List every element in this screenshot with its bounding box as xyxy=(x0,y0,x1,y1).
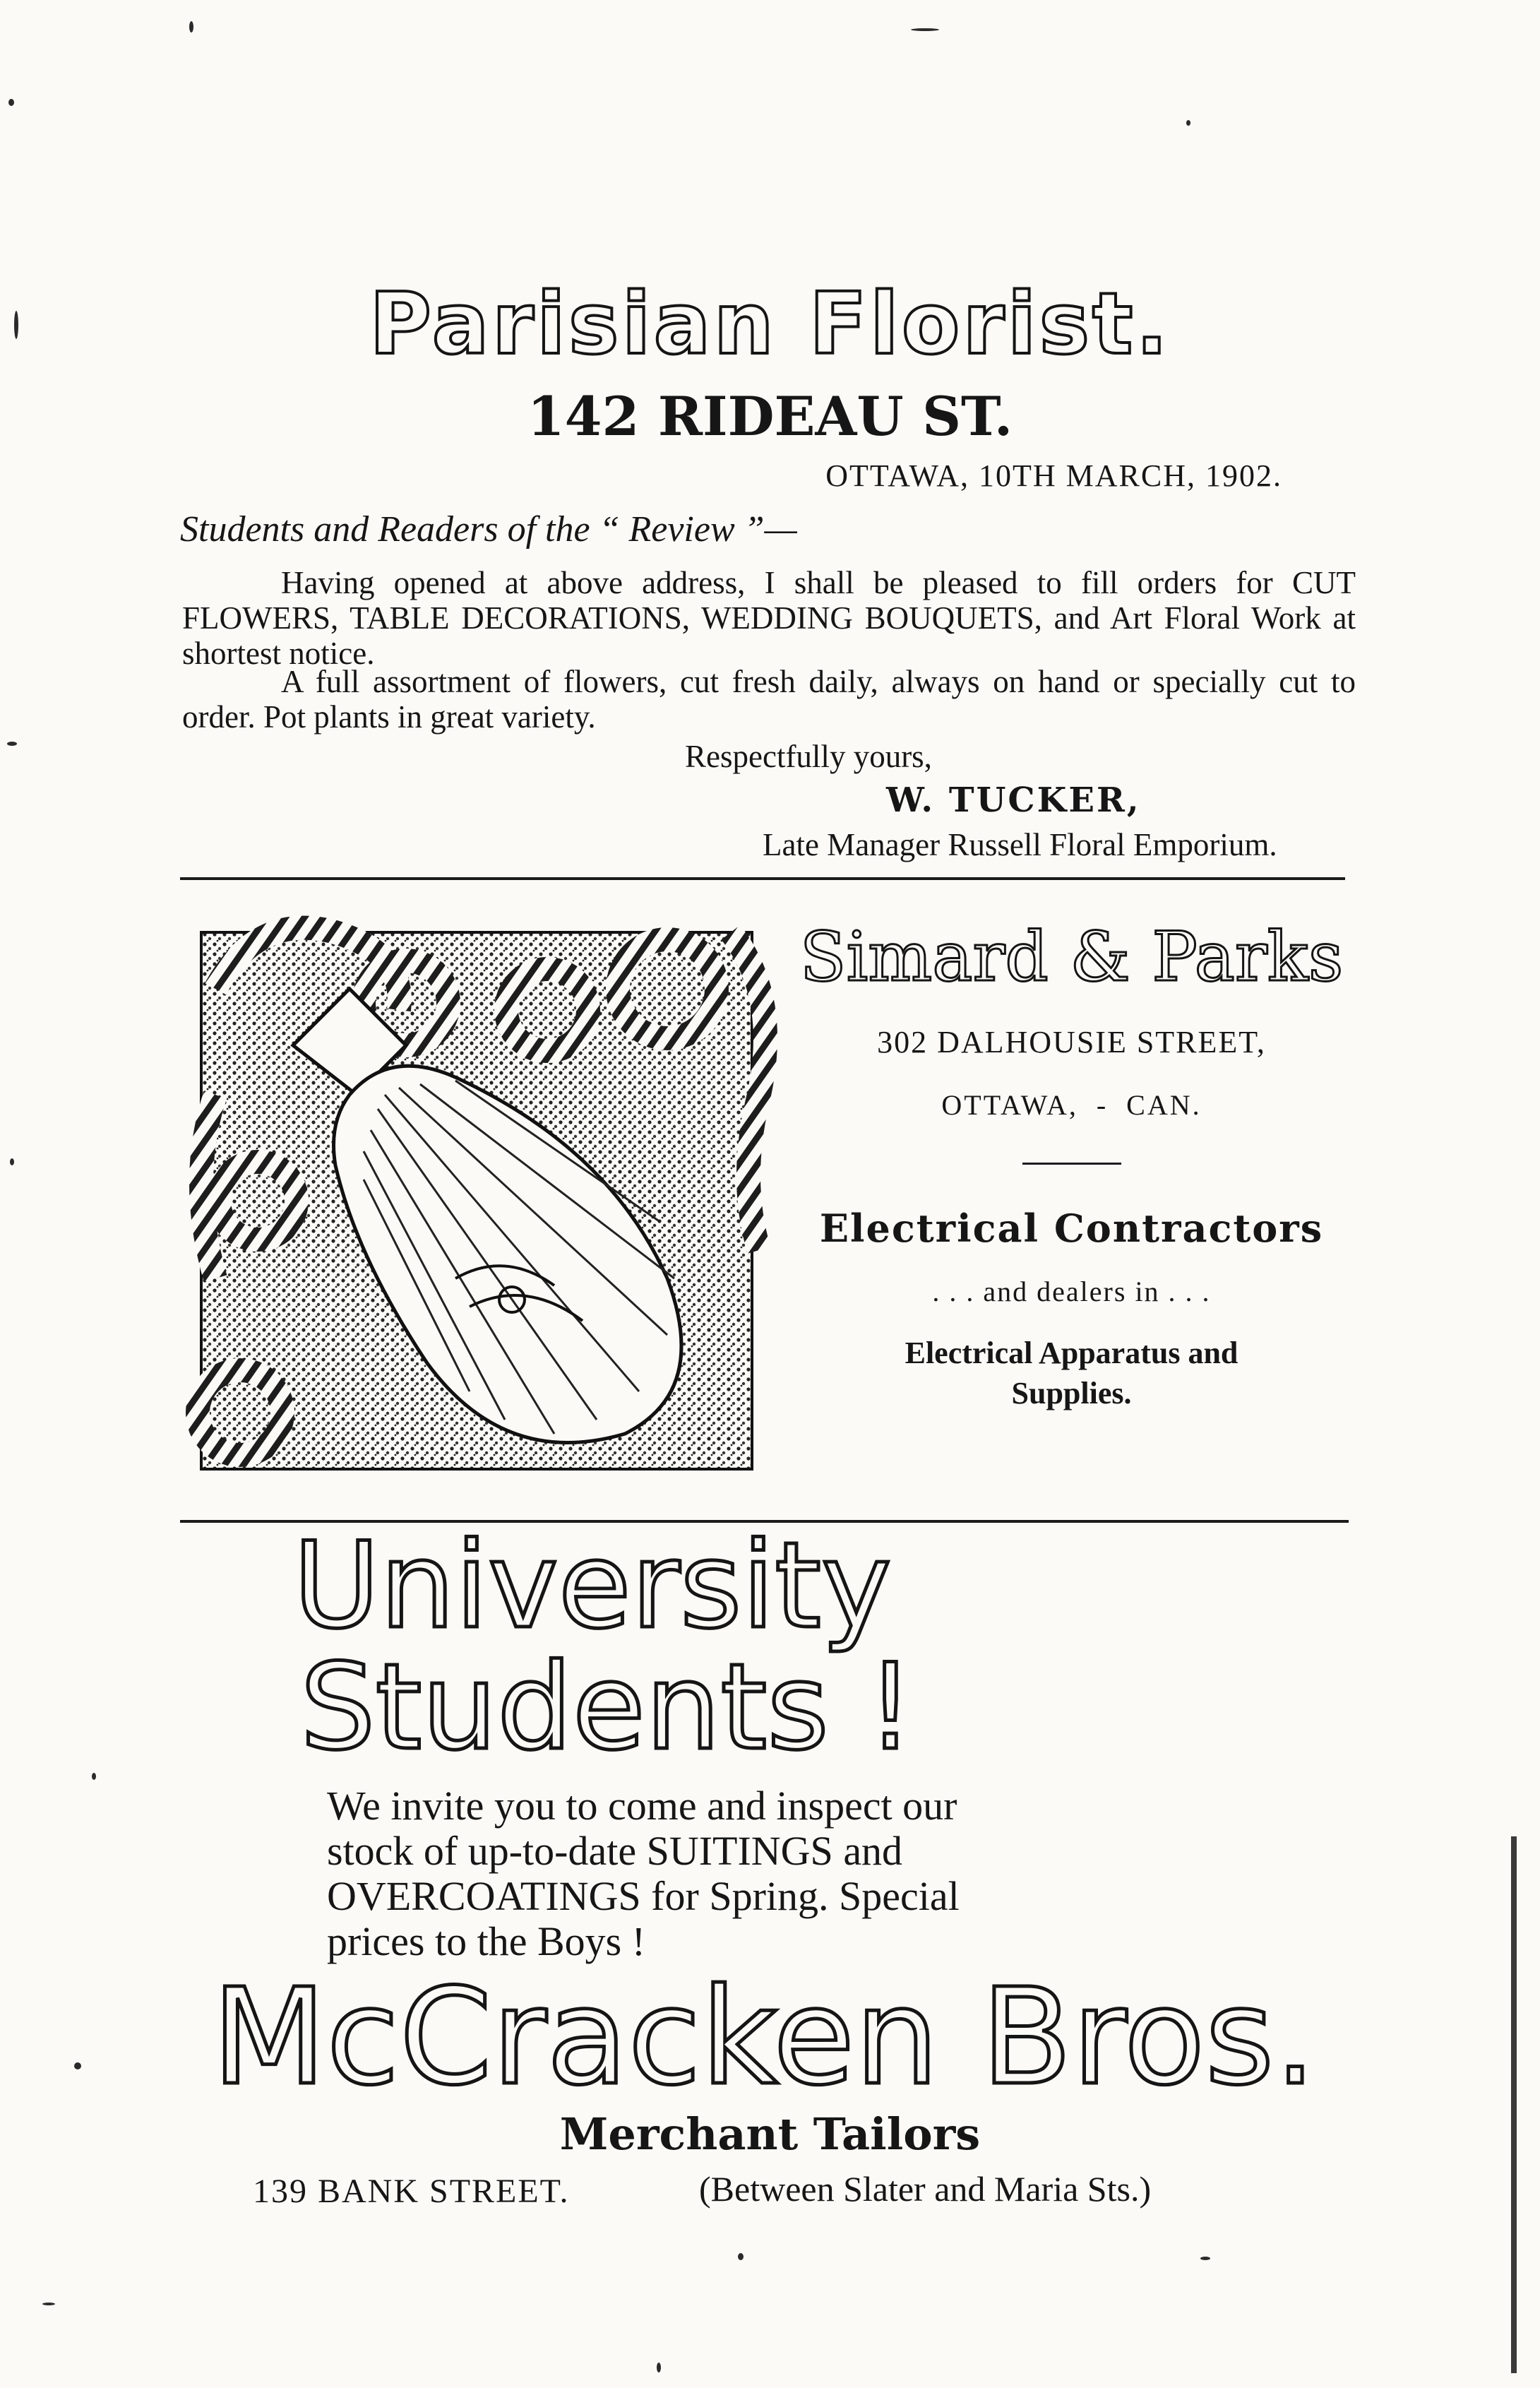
mccracken-trade: Merchant Tailors xyxy=(559,2108,981,2160)
scan-speck xyxy=(738,2253,744,2260)
simard-city: OTTAWA, - CAN. xyxy=(941,1089,1202,1121)
florist-dateline: OTTAWA, 10TH MARCH, 1902. xyxy=(825,458,1282,493)
scan-speck xyxy=(74,2062,81,2069)
headline-students xyxy=(300,1638,914,1776)
scan-speck xyxy=(911,28,939,31)
scan-speck xyxy=(1186,120,1190,126)
scan-speck xyxy=(1200,2257,1210,2260)
mccracken-body-line-3: OVERCOATINGS for Spring. Special xyxy=(327,1873,960,1919)
florist-advertisement xyxy=(0,275,1540,449)
mccracken-body-line-4: prices to the Boys ! xyxy=(327,1918,646,1964)
florist-name: Parisian Florist. xyxy=(369,275,1171,374)
simard-goods-line-2: Supplies. xyxy=(1011,1376,1132,1410)
electric-bulb-illustration xyxy=(173,883,787,1494)
scan-speck xyxy=(10,1158,14,1165)
florist-signature: W. TUCKER, xyxy=(886,780,1141,820)
florist-paragraph-1: Having opened at above address, I shall be pleased to fill orders for CUT FLOWERS, TABLE DECORATIONS, WEDDING BOUQUETS, and Art Floral Work at shortest notice. xyxy=(182,565,1356,671)
scan-speck xyxy=(14,311,18,339)
divider-rule xyxy=(180,877,1345,880)
simard-parks-advertisement xyxy=(787,918,1356,1411)
scan-speck xyxy=(657,2363,661,2372)
scan-speck xyxy=(8,99,14,106)
scan-speck xyxy=(189,21,193,32)
mccracken-body-line-2: stock of up-to-date SUITINGS and xyxy=(327,1828,903,1874)
mccracken-body-line-1: We invite you to come and inspect our xyxy=(327,1783,957,1829)
headline-students-text: Students ! xyxy=(300,1638,914,1776)
mccracken-body xyxy=(327,1783,960,1964)
mccracken-name-text: McCracken Bros. xyxy=(212,1960,1317,2115)
simard-goods-line-1: Electrical Apparatus and xyxy=(905,1336,1238,1370)
short-rule xyxy=(1022,1163,1121,1165)
mccracken-location: (Between Slater and Maria Sts.) xyxy=(699,2169,1152,2209)
florist-paragraph-2: A full assortment of flowers, cut fresh daily, always on hand or specially cut to order. Pot plants in great variety. xyxy=(182,664,1356,735)
mccracken-address: 139 BANK STREET. xyxy=(253,2173,570,2210)
mccracken-name xyxy=(212,1960,1317,2115)
scan-speck xyxy=(42,2303,55,2305)
simard-parks-name: Simard & Parks xyxy=(799,917,1344,997)
simard-trade: Electrical Contractors xyxy=(819,1206,1324,1251)
bulb-and-rope-engraving xyxy=(173,883,787,1494)
scan-edge-mark xyxy=(1511,1836,1517,2373)
headline-university xyxy=(293,1516,892,1655)
florist-salutation: Students and Readers of the “ Review ”— xyxy=(180,509,797,550)
headline-university-text: University xyxy=(293,1516,892,1655)
scan-speck xyxy=(7,742,17,746)
florist-closing: Respectfully yours, xyxy=(685,739,932,774)
florist-signature-title: Late Manager Russell Floral Emporium. xyxy=(763,827,1277,862)
scan-speck xyxy=(92,1773,96,1780)
simard-address: 302 DALHOUSIE STREET, xyxy=(877,1025,1266,1059)
florist-address: 142 RIDEAU ST. xyxy=(527,385,1013,448)
simard-dealers-line: . . . and dealers in . . . xyxy=(932,1276,1211,1307)
